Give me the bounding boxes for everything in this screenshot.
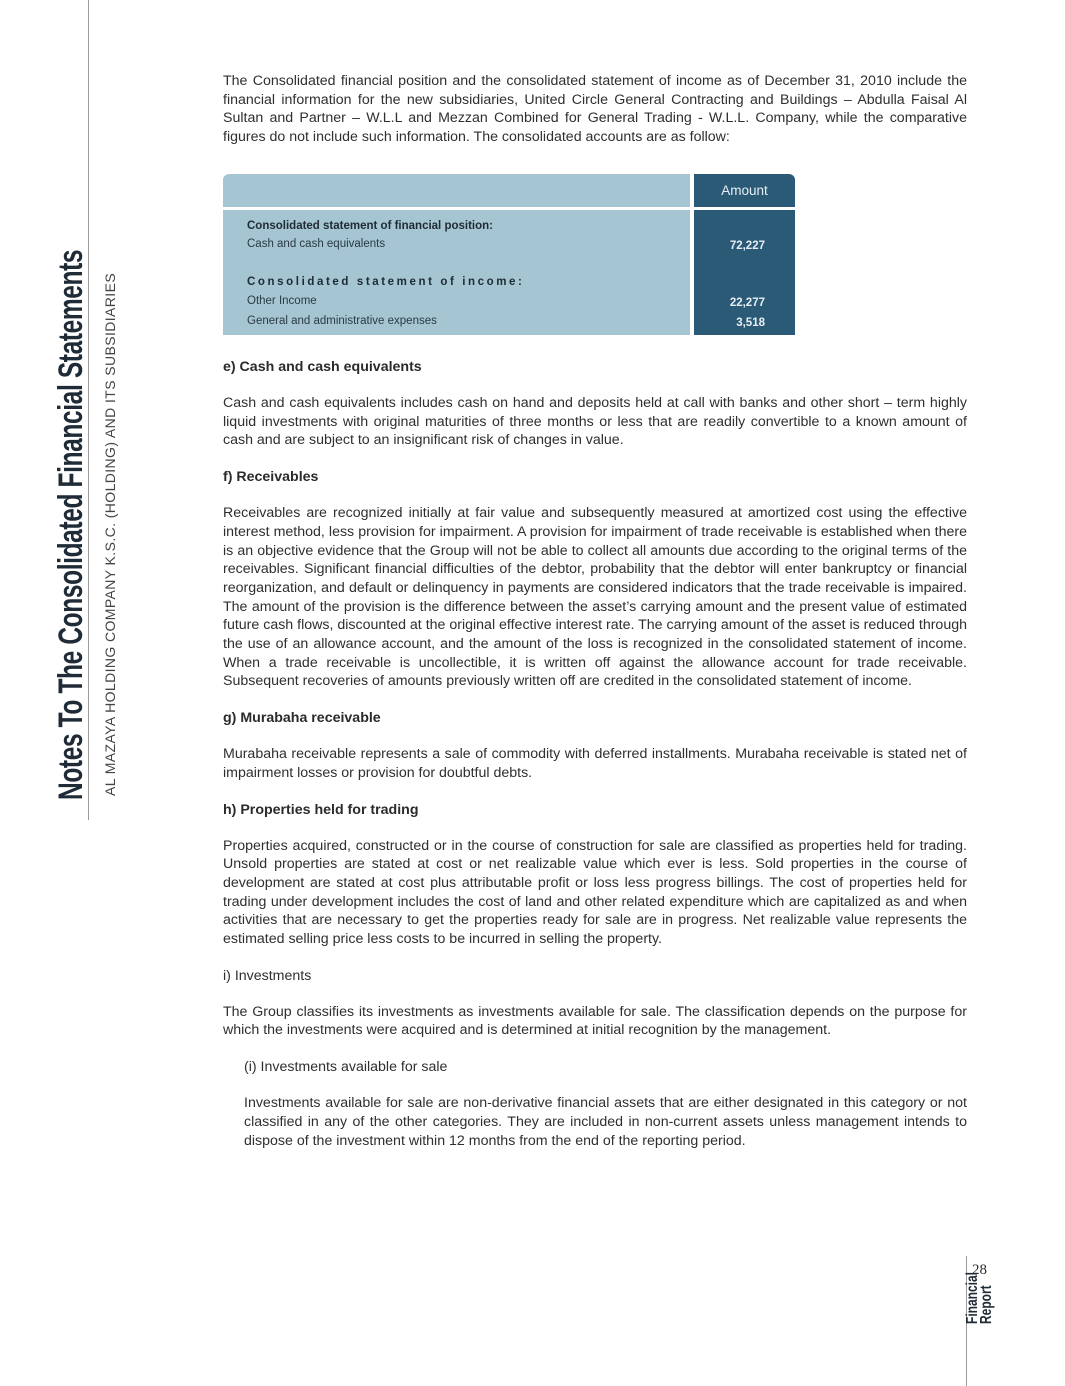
intro-block: [223, 72, 967, 147]
footer-label-line: Financial: [964, 1271, 981, 1324]
section-paragraph: Murabaha receivable represents a sale of commodity with deferred installments. Murabaha receivable is stated net of impairment losses or provision for doubtful debts.: [223, 746, 967, 781]
section-paragraph: Receivables are recognized initially at fair value and subsequently measured at amortized cost using the effective interest method, less provision for impairment. A provision for impairment of trade receivable is established when there is an objective evidence that the Group will not be able to collect all amounts due according to the original terms of the receivables. Significant financial difficulties of the debtor, probability that the debtor will enter bankruptcy or financial reorganization, and default or delinquency in payments are considered indicators that the trade receivable is impaired. The amount of the provision is the difference between the asset’s carrying amount and the present value of estimated future cash flows, discounted at the original effective interest rate. The carrying amount of the asset is reduced through the use of an allowance account, and the amount of the loss is recognized in the consolidated statement of income. When a trade receivable is uncollectible, it is written off against the allowance account for trade receivable. Subsequent recoveries of amounts previously written off are credited in the consolidated statement of income.: [223, 505, 967, 690]
section-heading: f) Receivables: [223, 469, 319, 486]
table-row-label: Other Income: [247, 295, 317, 307]
table-column-header-amount: Amount: [694, 174, 795, 207]
section-paragraph: Cash and cash equivalents includes cash on hand and deposits held at call with banks and other short – term highly liquid investments with original maturities of three months or less that are readily convertible to a known amount of cash and are subject to an insignificant risk of changes in value.: [223, 395, 967, 449]
section-paragraph: The Group classifies its investments as investments available for sale. The classification depends on the purpose for which the investments were acquired and is determined at initial recognition by the management.: [223, 1003, 967, 1039]
section-heading: g) Murabaha receivable: [223, 710, 381, 727]
subsection-heading: (i) Investments available for sale: [244, 1059, 448, 1076]
table-section-financial-position: Consolidated statement of financial position:: [247, 220, 493, 232]
page-number: 28: [972, 1262, 987, 1278]
table-row-label: General and administrative expenses: [247, 315, 437, 327]
sidebar-company-name: AL MAZAYA HOLDING COMPANY K.S.C. (HOLDING) AND ITS SUBSIDIARIES: [102, 272, 118, 796]
consolidated-accounts-table: [223, 174, 795, 335]
section-heading: e) Cash and cash equivalents: [223, 359, 422, 375]
notes-body: [223, 359, 967, 1150]
table-row-value: 22,277: [729, 297, 765, 309]
footer-label-line: Report: [978, 1285, 995, 1324]
table-section-income: Consolidated statement of income:: [247, 276, 525, 288]
table-row-label: Cash and cash equivalents: [247, 238, 386, 250]
subsection-paragraph: Investments available for sale are non-derivative financial assets that are either designated in this category or not classified in any of the other categories. They are included in non-current assets unless management intends to dispose of the investment within 12 months from the end of the reporting period.: [244, 1095, 967, 1149]
table-amount-column: [694, 210, 795, 335]
table-row-value: 3,518: [736, 317, 765, 329]
footer-report-label: [966, 1272, 994, 1324]
intro-paragraph: The Consolidated financial position and the consolidated statement of income as of December 31, 2010 include the financial information for the new subsidiaries, United Circle General Contracting and Buildings – Abdulla Faisal Al Sultan and Partner – W.L.L and Mezzan Combined for General Trading - W.L.L. Company, while the comparative figures do not include such information. The consolidated accounts are as follow:: [223, 73, 967, 146]
section-heading: i) Investments: [223, 967, 312, 984]
table-header-label-cell: [223, 174, 690, 207]
section-paragraph: Properties acquired, constructed or in the course of construction for sale are classified as properties held for trading. Unsold properties are stated at cost or net realizable value which ever is less. Sold properties in the course of development are stated at cost plus attributable profit or loss less progress billings. The cost of properties held for trading under development includes the cost of land and other related expenditure which are capitalized as and when activities that are necessary to get the properties ready for sale are in progress. Net realizable value represents the estimated selling price less costs to be incurred in selling the property.: [223, 837, 967, 948]
section-heading: h) Properties held for trading: [223, 801, 419, 818]
sidebar-title: Notes To The Consolidated Financial Statements: [52, 249, 90, 800]
table-row-value: 72,227: [729, 240, 765, 252]
table-label-column: [223, 210, 690, 335]
